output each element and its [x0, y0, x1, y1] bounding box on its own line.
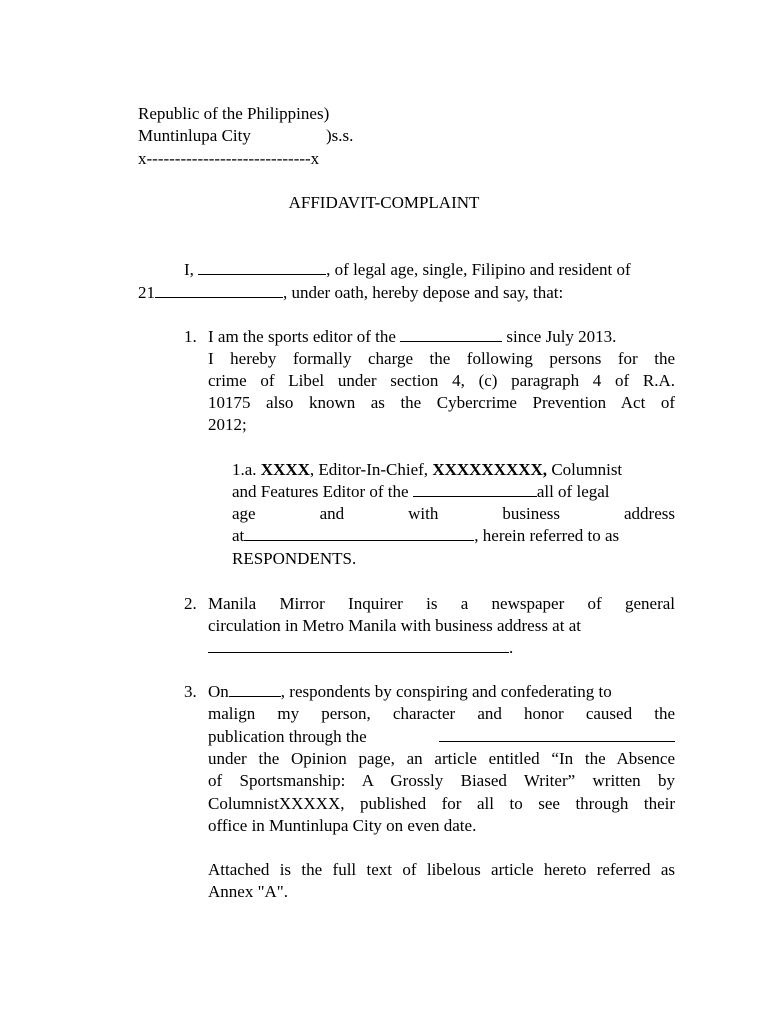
p1-line-2: I hereby formally charge the following persons for the — [208, 349, 675, 368]
address-blank — [155, 283, 283, 298]
p3-line-3: publication through the — [208, 727, 367, 746]
document-title: AFFIDAVIT-COMPLAINT — [288, 193, 480, 212]
p1-text-1a: I am the sports editor of the — [208, 327, 401, 346]
intro-text-b2: , under oath, hereby depose and say, that: — [283, 283, 564, 302]
intro-line-2 — [138, 282, 563, 304]
p3-text-1b: , respondents by conspiring and confederating to — [280, 682, 612, 701]
p2-text-3: . — [509, 638, 514, 657]
p3-number: 3. — [184, 682, 197, 701]
p2-number: 2. — [184, 594, 197, 613]
p1a-line-4 — [232, 525, 619, 547]
p1a-line-2 — [232, 481, 610, 503]
date-blank — [229, 682, 281, 697]
p1a-text-a3: , Editor-In-Chief, — [309, 460, 433, 479]
respondent-2-name: XXXXXXXXX, — [432, 460, 548, 479]
publication-blank-2 — [413, 482, 537, 497]
p1-line-4: 10175 also known as the Cybercrime Prevention Act of — [208, 393, 675, 412]
p1a-line-3: age and with business address — [232, 504, 675, 523]
p2-line-1: Manila Mirror Inquirer is a newspaper of general — [208, 594, 675, 613]
caption-city: Muntinlupa City — [138, 126, 251, 145]
p2-line-2: circulation in Metro Manila with business address at at — [208, 616, 581, 635]
respondent-1-name: XXXX — [260, 460, 310, 479]
p1a-line-5: RESPONDENTS. — [232, 549, 357, 568]
p3-line-2: malign my person, character and honor caused the — [208, 704, 675, 723]
publication-blank — [400, 327, 502, 342]
newspaper-address-blank — [208, 638, 509, 653]
p1a-text-a1: 1.a. — [232, 460, 261, 479]
caption-ss: )s.s. — [326, 126, 354, 145]
name-blank — [198, 260, 326, 275]
p1-line-3: crime of Libel under section 4, (c) paragraph 4 of R.A. — [208, 371, 675, 390]
p3-line-7: office in Muntinlupa City on even date. — [208, 816, 477, 835]
p1-line-1 — [208, 326, 616, 348]
attach-line-1: Attached is the full text of libelous article hereto referred as — [208, 860, 675, 879]
business-address-blank — [244, 526, 474, 541]
caption-divider: x-----------------------------x — [138, 149, 320, 168]
p3-text-1a: On — [208, 682, 229, 701]
p1a-text-d2: , herein referred to as — [474, 526, 620, 545]
p1a-text-a5: Columnist — [547, 460, 623, 479]
caption-republic: Republic of the Philippines) — [138, 104, 330, 123]
p3-line-3-blank — [439, 726, 675, 748]
p1-number: 1. — [184, 327, 197, 346]
publication-medium-blank — [439, 727, 675, 742]
p3-line-6: ColumnistXXXXX, published for all to see through their — [208, 794, 675, 813]
p1-text-1b: since July 2013. — [502, 327, 617, 346]
p1-line-5: 2012; — [208, 415, 247, 434]
attach-line-2: Annex "A". — [208, 882, 288, 901]
intro-text-a2: , of legal age, single, Filipino and resident of — [326, 260, 631, 279]
p1a-line-1 — [232, 459, 622, 481]
p2-line-3 — [208, 637, 513, 659]
p3-line-5: of Sportsmanship: A Grossly Biased Writer” written by — [208, 771, 675, 790]
p1a-text-d1: at — [232, 526, 245, 545]
p1a-text-b2: all of legal — [536, 482, 610, 501]
intro-text-a1: I, — [184, 260, 199, 279]
intro-text-b1: 21 — [138, 283, 155, 302]
p3-line-1 — [208, 681, 612, 703]
intro-line-1 — [184, 259, 631, 281]
p3-line-4: under the Opinion page, an article entitled “In the Absence — [208, 749, 675, 768]
p1a-text-b1: and Features Editor of the — [232, 482, 413, 501]
